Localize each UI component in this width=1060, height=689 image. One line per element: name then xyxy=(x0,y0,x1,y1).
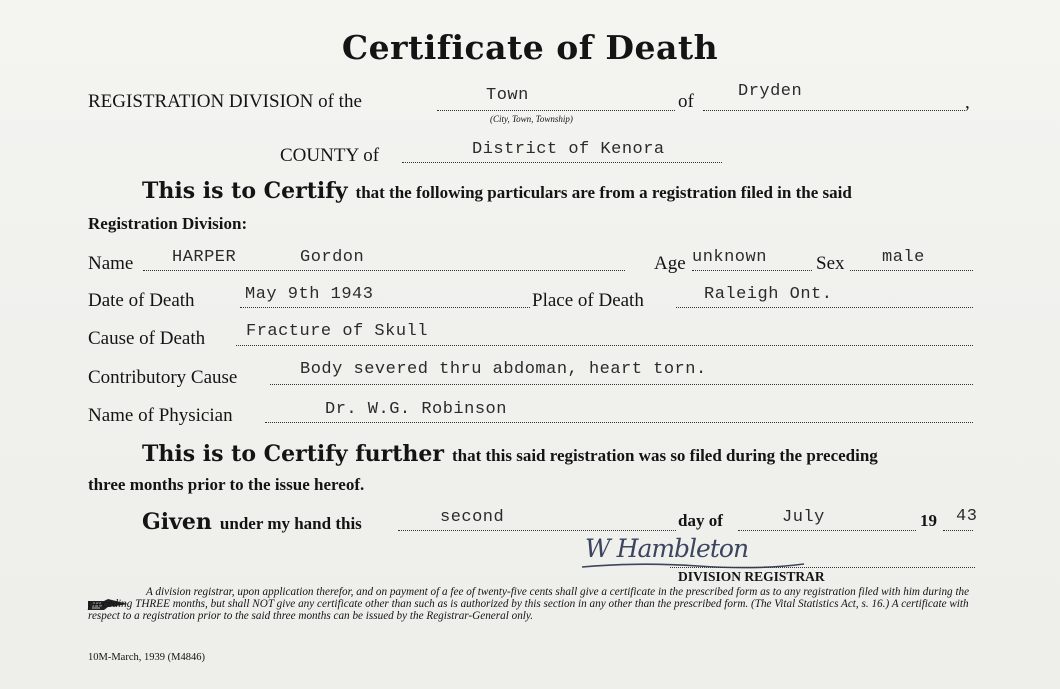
division-type-line xyxy=(437,110,675,111)
contributory-cause-line xyxy=(270,384,973,385)
county-line xyxy=(402,162,722,163)
cause-of-death-line xyxy=(236,345,973,346)
further-text-2: three months prior to the issue hereof. xyxy=(88,475,365,494)
age-value: unknown xyxy=(692,248,767,267)
given-paragraph xyxy=(142,509,362,535)
signature-line xyxy=(670,567,975,568)
given-text: under my hand this xyxy=(219,514,362,533)
further-text-1: that this said registration was so filed during the preceding xyxy=(451,446,878,465)
date-of-death-label: Date of Death xyxy=(88,290,195,311)
footer-note: A division registrar, upon application therefor, and on payment of a fee of twenty-five cents shall give a certificate in the prescribed form as to any registration filed with him during the preceding THREE months, but shall NOT give any certificate other than such as is authorized by this section in any other than the prescribed form. (The Vital Statistics Act, s. 16.) A certificate with respect to a registration prior to the said three months can be issued by the Registrar-General only. xyxy=(88,586,970,623)
certify-lead: This is to Certify xyxy=(142,178,348,204)
certify-text-2: Registration Division: xyxy=(88,214,248,233)
further-lead: This is to Certify further xyxy=(142,441,444,467)
further-paragraph xyxy=(142,441,878,467)
contributory-cause-label: Contributory Cause xyxy=(88,367,238,388)
registration-division-label: REGISTRATION DIVISION of the xyxy=(88,91,362,112)
contributory-cause-value: Body severed thru abdoman, heart torn. xyxy=(300,360,707,379)
age-line xyxy=(692,270,812,271)
physician-label: Name of Physician xyxy=(88,405,233,426)
division-name-line xyxy=(703,110,965,111)
sex-label: Sex xyxy=(816,253,845,274)
given-day-value: second xyxy=(440,508,505,527)
given-name-value: Gordon xyxy=(300,248,365,267)
division-name-value: Dryden xyxy=(738,82,803,101)
physician-value: Dr. W.G. Robinson xyxy=(325,400,507,419)
year-prefix: 19 xyxy=(920,511,937,530)
given-year-line xyxy=(943,530,973,531)
division-registrar-title: DIVISION REGISTRAR xyxy=(678,569,825,584)
place-of-death-value: Raleigh Ont. xyxy=(704,285,833,304)
physician-line xyxy=(265,422,973,423)
division-type-value: Town xyxy=(486,86,529,105)
place-of-death-label: Place of Death xyxy=(532,290,644,311)
day-of-label: day of xyxy=(678,511,723,530)
registrar-signature: W Hambleton xyxy=(585,534,749,563)
cause-of-death-label: Cause of Death xyxy=(88,328,206,349)
sex-value: male xyxy=(882,248,925,267)
given-day-line xyxy=(398,530,676,531)
surname-value: HARPER xyxy=(172,248,237,267)
given-year-value: 43 xyxy=(956,507,978,526)
age-label: Age xyxy=(654,253,686,274)
county-value: District of Kenora xyxy=(472,140,665,159)
place-of-death-line xyxy=(676,307,973,308)
given-month-value: July xyxy=(782,508,825,527)
certificate-title: Certificate of Death xyxy=(341,28,719,67)
given-lead: Given xyxy=(142,509,212,535)
cause-of-death-value: Fracture of Skull xyxy=(246,322,428,341)
form-code: 10M-March, 1939 (M4846) xyxy=(88,652,205,663)
date-of-death-value: May 9th 1943 xyxy=(245,285,374,304)
sex-line xyxy=(850,270,973,271)
certify-text-1: that the following particulars are from a registration filed in the said xyxy=(355,183,852,202)
comma: , xyxy=(965,92,970,113)
name-line xyxy=(143,270,625,271)
certify-paragraph xyxy=(142,178,852,204)
division-type-note: (City, Town, Township) xyxy=(490,114,573,124)
name-label: Name xyxy=(88,253,134,274)
date-of-death-line xyxy=(240,307,530,308)
county-label: COUNTY of xyxy=(280,145,380,166)
given-month-line xyxy=(738,530,916,531)
of-label: of xyxy=(678,91,694,112)
